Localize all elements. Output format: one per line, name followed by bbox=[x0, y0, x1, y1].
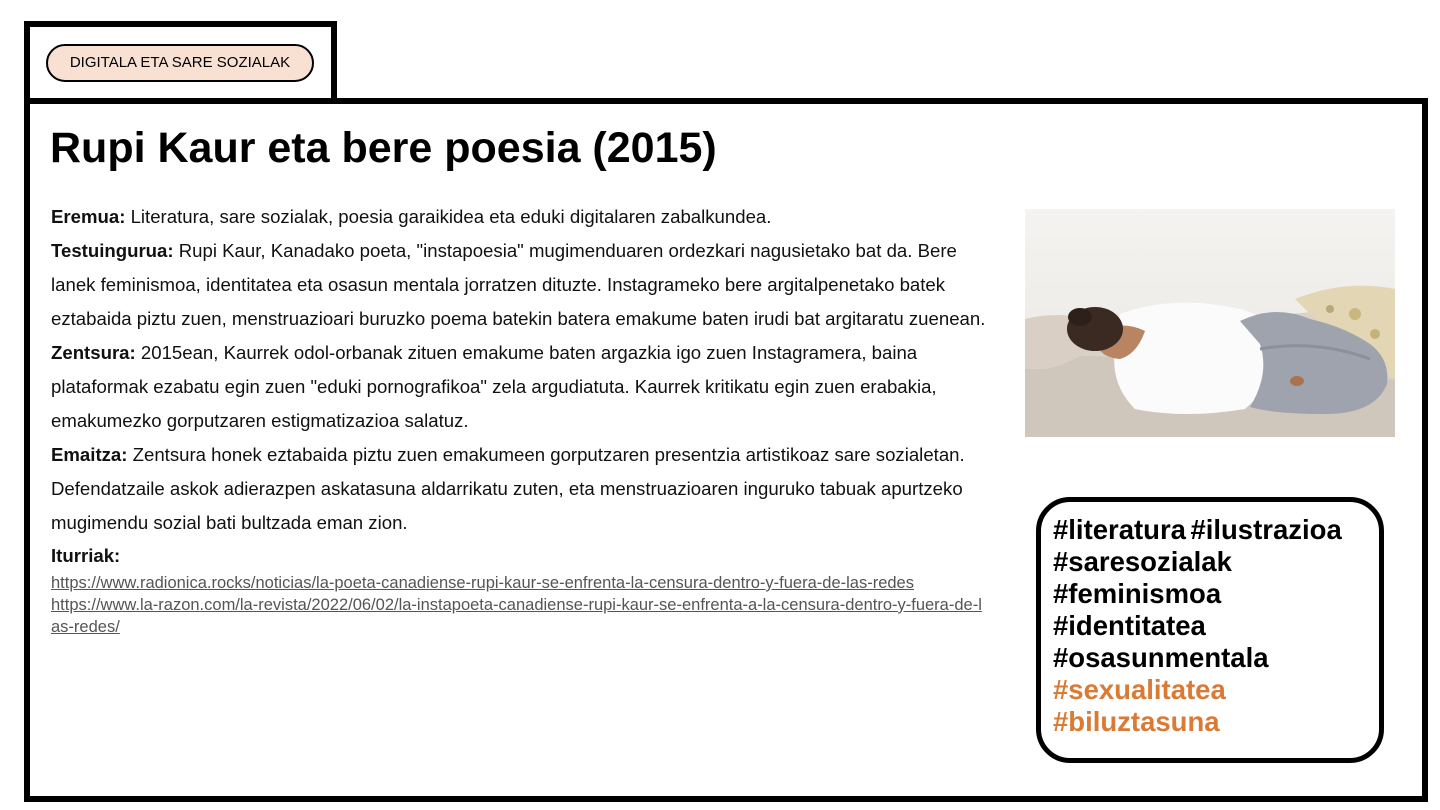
category-pill[interactable]: DIGITALA ETA SARE SOZIALAK bbox=[46, 44, 314, 82]
sources-label: Iturriak: bbox=[51, 545, 121, 566]
photo-illustration bbox=[1025, 209, 1395, 437]
tag[interactable]: #osasunmentala bbox=[1053, 642, 1269, 673]
tag[interactable]: #identitatea bbox=[1053, 610, 1206, 641]
article-photo bbox=[1025, 209, 1395, 437]
tag[interactable]: #feminismoa bbox=[1053, 578, 1222, 609]
section-label: Testuingurua: bbox=[51, 240, 174, 261]
source-link-radionica[interactable]: https://www.radionica.rocks/noticias/la-poeta-canadiense-rupi-kaur-se-enfrenta-la-censura-dentro-y-fuera-de-las-redes bbox=[51, 574, 914, 592]
source-link-la-razon[interactable]: https://www.la-razon.com/la-revista/2022/06/02/la-instapoeta-canadiense-rupi-kaur-se-enfrenta-a-la-censura-dentro-y-fuera-de-las-redes/ bbox=[51, 596, 982, 636]
article-body bbox=[51, 200, 986, 638]
section-zentsura bbox=[51, 336, 986, 438]
section-text: Rupi Kaur, Kanadako poeta, "instapoesia" mugimenduaren ordezkari nagusietako bat da. Bere lanek feminismoa, identitatea eta osasun mentala jorratzen dituzte. Instagrameko bere argitalpenetako batek eztabaida piztu zuen, menstruazioari buruzko poema batekin batera emakume baten irudi bat argitaratu zuenean. bbox=[51, 240, 986, 329]
section-eremua bbox=[51, 200, 986, 234]
tags-box bbox=[1036, 497, 1384, 763]
tag-accent[interactable]: #biluztasuna bbox=[1053, 706, 1220, 737]
tag[interactable]: #ilustrazioa bbox=[1190, 514, 1342, 545]
tag[interactable]: #saresozialak bbox=[1053, 546, 1232, 577]
tag-accent[interactable]: #sexualitatea bbox=[1053, 674, 1226, 705]
section-testuingurua bbox=[51, 234, 986, 336]
section-text: Zentsura honek eztabaida piztu zuen emakumeen gorputzaren presentzia artistikoaz sare sozialetan. Defendatzaile askok adierazpen askatasuna aldarrikatu zuten, eta menstruazioaren inguruko tabuak apurtzeko mugimendu sozial bati bultzada eman zion. bbox=[51, 444, 965, 533]
section-text: Literatura, sare sozialak, poesia garaikidea eta eduki digitalaren zabalkundea. bbox=[125, 206, 772, 227]
section-emaitza bbox=[51, 438, 986, 540]
section-label: Emaitza: bbox=[51, 444, 128, 465]
tag[interactable]: #literatura bbox=[1053, 514, 1186, 545]
section-label: Eremua: bbox=[51, 206, 126, 227]
section-text: 2015ean, Kaurrek odol-orbanak zituen emakume baten argazkia igo zuen Instagramera, baina plataformak ezabatu egin zuen "eduki pornografikoa" zela argudiatuta. Kaurrek kritikatu egin zuen erabakia, emakumezko gorputzaren estigmatizazioa salatuz. bbox=[51, 342, 937, 431]
page-title: Rupi Kaur eta bere poesia (2015) bbox=[50, 124, 717, 172]
section-label: Zentsura: bbox=[51, 342, 136, 363]
